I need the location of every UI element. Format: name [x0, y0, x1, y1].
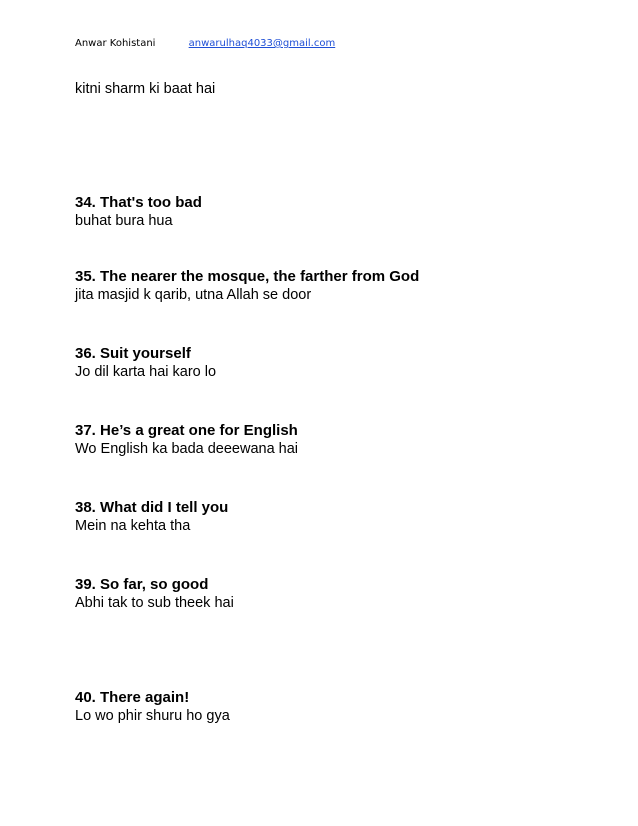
phrase-entry [75, 498, 228, 536]
phrase-title: 37. He’s a great one for English [75, 422, 298, 439]
phrase-entry [75, 193, 202, 231]
phrase-translation: Lo wo phir shuru ho gya [75, 708, 230, 724]
phrase-entry [75, 267, 419, 305]
phrase-translation: jita masjid k qarib, utna Allah se door [75, 287, 312, 303]
phrase-translation: Jo dil karta hai karo lo [75, 364, 217, 380]
phrase-title: 38. What did I tell you [75, 499, 229, 516]
phrase-title: 36. Suit yourself [75, 345, 191, 362]
phrase-translation: Abhi tak to sub theek hai [75, 595, 234, 611]
phrase-title: 40. There again! [75, 689, 190, 706]
phrase-translation: buhat bura hua [75, 213, 173, 229]
author-name: Anwar Kohistani [75, 38, 156, 49]
page-header [75, 38, 335, 49]
intro-translation: kitni sharm ki baat hai [75, 81, 216, 97]
phrase-entry [75, 421, 298, 459]
phrase-title: 39. So far, so good [75, 576, 209, 593]
phrase-entry [75, 575, 234, 613]
phrase-title: 35. The nearer the mosque, the farther from God [75, 268, 420, 285]
phrase-title: 34. That's too bad [75, 194, 202, 211]
phrase-translation: Mein na kehta tha [75, 518, 191, 534]
phrase-entry [75, 344, 216, 382]
phrase-translation: Wo English ka bada deeewana hai [75, 441, 299, 457]
email-link[interactable]: anwarulhaq4033@gmail.com [188, 38, 336, 49]
phrase-entry [75, 688, 230, 726]
